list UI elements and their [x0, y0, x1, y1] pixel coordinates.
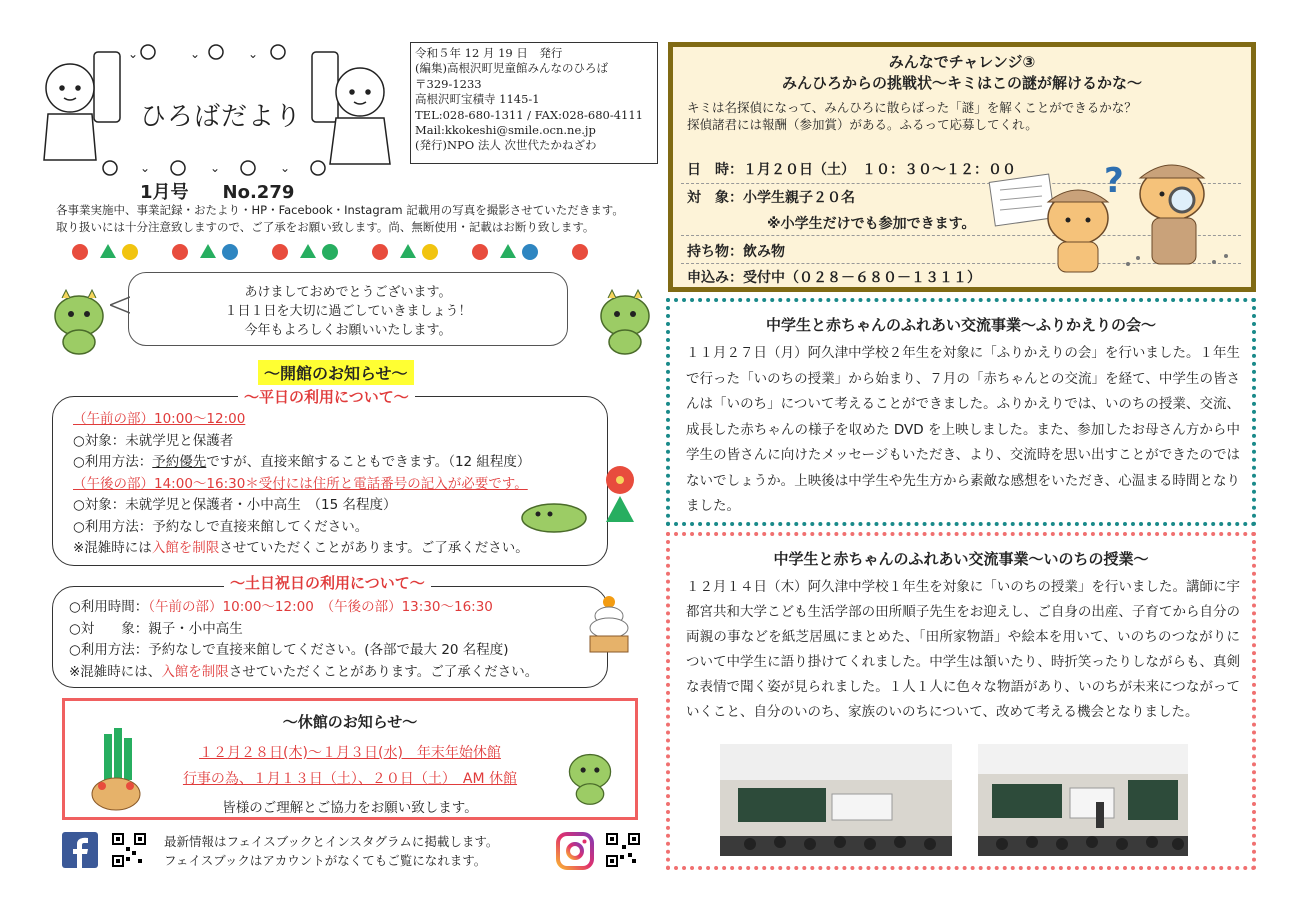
closure-thanks: 皆様のご理解とご協力をお願い致します。: [222, 800, 478, 816]
facebook-qr-code-icon: [112, 833, 146, 867]
svg-text:⌄: ⌄: [280, 161, 291, 175]
weekday-afternoon-method: ○利用方法：予約なしで直接来館してください。: [73, 518, 369, 535]
sns-line: フェイスブックはアカウントがなくてもご覧になれます。: [164, 853, 487, 868]
closure-year-end: １２月２８日(木)～１月３日(水) 年末年始休館: [199, 745, 501, 761]
issue-number: No.279: [222, 182, 295, 203]
email[interactable]: Mail:kkokeshi@smile.ocn.ne.jp: [415, 123, 596, 138]
photo-notice-line: 各事業実施中、事業記録・おたより・HP・Facebook・Instagram 記載用の写真を撮影させていただきます。: [56, 203, 624, 217]
sns-line: 最新情報はフェイスブックとインスタグラムに掲載します。: [164, 834, 499, 849]
weekday-morning-method: ○利用方法：予約優先ですが、直接来館することもできます。（12 組程度）: [73, 454, 531, 470]
postal-code: 〒329-1233: [415, 76, 482, 91]
classroom-photo-2: [978, 744, 1188, 856]
speech-bubble-tail: [110, 295, 130, 315]
holiday-time: ○利用時間：（午前の部）10:00～12:00 （午後の部）13:30～16:30: [69, 599, 493, 615]
address: 高根沢町宝積寺 1145-1: [415, 92, 540, 107]
issue-label: [140, 178, 294, 204]
detective-cats-illustration: [986, 152, 1238, 278]
weekday-afternoon-time: （午後の部）14:00～16:30＊受付には住所と電話番号の記入が必要です。: [73, 475, 528, 492]
new-year-decoration-row: [50, 238, 610, 266]
weekday-crowding-note: ※混雑時には入館を制限させていただくことがあります。ご了承ください。: [73, 540, 529, 556]
holiday-crowding-note: ※混雑時には、入館を制限させていただくことがあります。ご了承ください。: [69, 663, 539, 680]
dragon-mascot-icon: [560, 744, 620, 808]
greeting-line: 今年もよろしくお願いいたします。: [244, 323, 452, 338]
svg-text:⌄: ⌄: [140, 161, 151, 175]
publish-date: 令和５年 12 月 19 日 発行: [415, 46, 563, 60]
challenge-title: みんなでチャレンジ③: [888, 53, 1036, 71]
closure-heading: ～休館のお知らせ～: [282, 713, 418, 731]
publisher-info-box: [410, 42, 658, 164]
holiday-usage-heading: ～土日祝日の利用について～: [224, 572, 431, 593]
instagram-icon[interactable]: [556, 832, 594, 870]
challenge-target: 対 象：小学生親子２０名: [687, 190, 855, 206]
report-heading: 中学生と赤ちゃんのふれあい交流事業～いのちの授業～: [773, 550, 1149, 568]
weekday-morning-target: ○対象：未就学児と保護者: [73, 432, 234, 449]
svg-text:⌄: ⌄: [248, 47, 259, 61]
weekday-morning-time: （午前の部）10:00～12:00: [73, 411, 246, 427]
challenge-apply: 申込み：受付中（０２８－６８０－１３１１）: [687, 270, 981, 286]
closure-notice-box: [62, 698, 638, 820]
report-body: １１月２７日（月）阿久津中学校２年生を対象に「ふりかえりの会」を行いました。１年生で行った「いのちの授業」から始まり、７月の「赤ちゃんとの交流」を経て、中学生の皆さんは「いのち」について考えることができました。ふりかえりでは、いのちの授業、交流、成長した赤ちゃんの様子を収めた DVD を上映しました。また、参加したお母さん方から中学生の皆さんに向けたメッセージもいただき、より、交流時を思い出すことができたのではないでしょうか。上映後は中学生や先生方から素敵な感想をいただき、心温まる時間となりました。: [686, 345, 1240, 514]
phone-fax: TEL:028-680-1311 / FAX:028-680-4111: [415, 107, 643, 122]
closure-event-days: 行事の為、１月１３日（土）、２０日（土） AM 休館: [182, 771, 518, 787]
svg-text:?: ?: [1104, 161, 1124, 201]
svg-text:⌄: ⌄: [128, 47, 139, 61]
svg-text:⌄: ⌄: [210, 161, 221, 175]
holiday-usage-panel: [52, 586, 608, 688]
issue-month: 1月号: [140, 182, 189, 203]
dragon-mascot-icon: [44, 286, 114, 356]
greeting-line: あけましておめでとうございます。: [244, 285, 452, 300]
holiday-target: ○対 象：親子・小中高生: [69, 620, 243, 637]
instagram-qr-code-icon: [606, 833, 640, 867]
dragon-mascot-icon: [590, 286, 660, 356]
challenge-intro: キミは名探偵になって、みんひろに散らばった「謎」を解くことができるかな？ 探偵諸君には報酬（参加賞）がある。ふるって応募してくれ。: [687, 100, 1137, 132]
weekday-usage-heading: ～平日の利用について～: [238, 386, 415, 407]
reflection-meeting-report: [666, 298, 1256, 526]
photo-notice: [56, 202, 666, 236]
challenge-subtitle: みんひろからの挑戦状～キミはこの謎が解けるかな～: [781, 74, 1142, 92]
challenge-target-note: ※小学生だけでも参加できます。: [767, 216, 976, 232]
challenge-bring: 持ち物：飲み物: [687, 244, 785, 260]
classroom-photo-1: [720, 744, 952, 856]
challenge-date: 日 時：１月２０日（土） １０：３０～１２：００: [687, 162, 1016, 178]
facebook-icon[interactable]: [62, 832, 98, 868]
holiday-method: ○利用方法：予約なしで直接来館してください。(各部で最大 20 名程度): [69, 642, 509, 658]
sns-notice: [164, 832, 498, 870]
new-year-greeting-bubble: [128, 272, 568, 346]
greeting-line: １日１日を大切に過ごしていきましょう！: [224, 304, 472, 319]
report-body: １２月１４日（木）阿久津中学校１年生を対象に「いのちの授業」を行いました。講師に宇都宮共和大学こども生活学部の田所順子先生をお迎えし、ご自身の出産、子育てから自分の両親の事などを紙芝居風にまとめた、「田所家物語」や絵本を用いて、いのちのつながりについて中学生に語り掛けてくれました。中学生は頷いたり、時折笑ったりしながらも、真剣な表情で聞く姿が見られました。１人１人に色々な物語があり、いのちが未来につながっていくこと、自分のいのち、家族のいのちについて、改めて考える機会となりました。: [686, 579, 1240, 720]
kagami-mochi-icon: [586, 594, 632, 656]
kadomatsu-icon: [88, 728, 144, 812]
publisher: (発行)NPO 法人 次世代たかねざわ: [415, 138, 597, 153]
newsletter-title: ひろばだより: [140, 102, 303, 132]
opening-notice-heading: ～開館のお知らせ～: [258, 360, 414, 385]
dragon-lying-icon: [516, 488, 592, 536]
svg-text:⌄: ⌄: [190, 47, 201, 61]
report-heading: 中学生と赤ちゃんのふれあい交流事業～ふりかえりの会～: [765, 316, 1156, 334]
editor: (編集)高根沢町児童館みんなのひろば: [415, 61, 608, 76]
weekday-usage-panel: [52, 396, 608, 566]
plum-blossom-pine-icon: [596, 462, 644, 528]
weekday-afternoon-target: ○対象：未就学児と保護者・小中高生 （15 名程度）: [73, 497, 397, 513]
photo-notice-line: 取り扱いには十分注意致しますので、ご了承をお願い致します。尚、無断使用・記載はお断り致します。: [56, 220, 595, 234]
